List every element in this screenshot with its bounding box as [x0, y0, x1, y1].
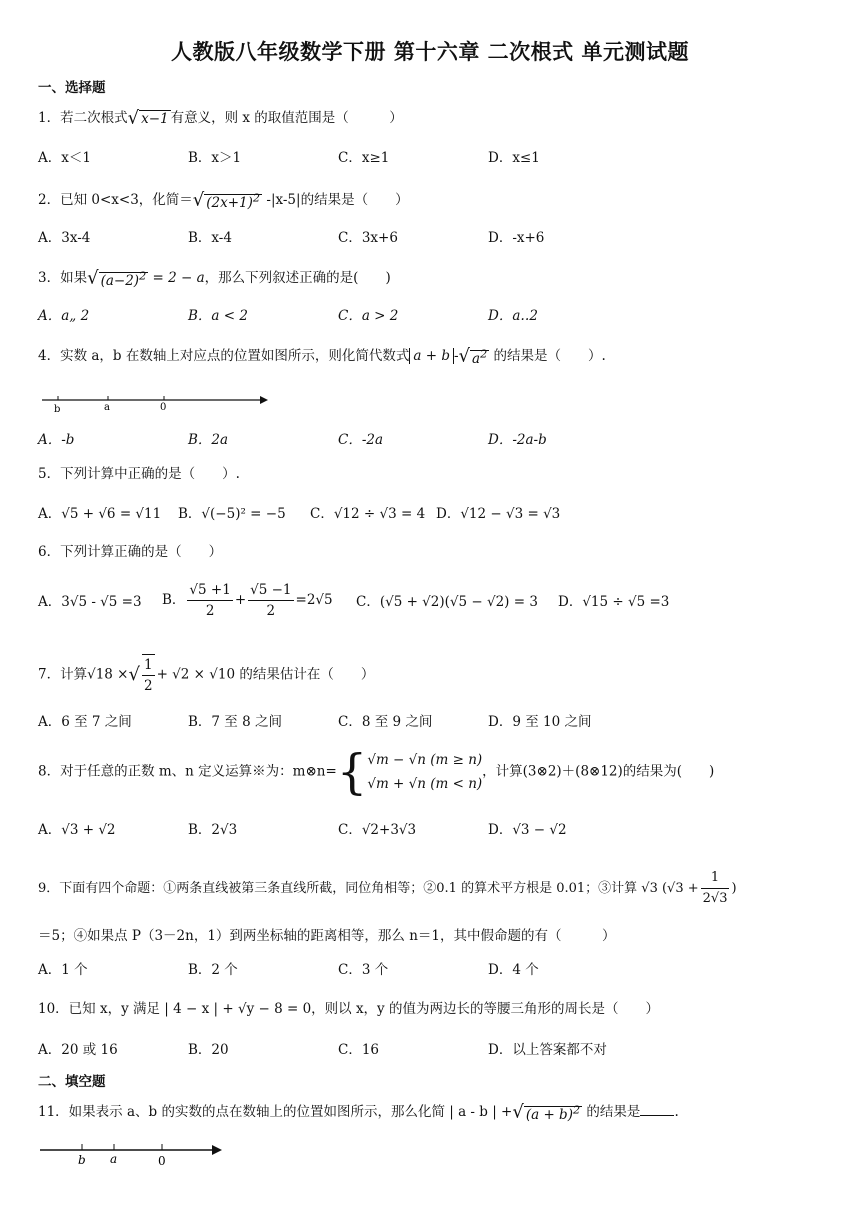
- q11-number-line: [38, 1140, 222, 1168]
- question-8: [38, 744, 840, 800]
- q3-radical: √ $(a-2)^2$: [87, 267, 147, 289]
- q7-expr2: + √2 × √10: [156, 666, 236, 683]
- q11-pre: 11．如果表示 a、b 的实数的点在数轴上的位置如图所示，那么化简 | a - b | +: [38, 1103, 513, 1120]
- q8-option-d[interactable]: D．√3 − √2: [488, 822, 567, 838]
- q4-radical: √ $a^2$: [458, 345, 488, 367]
- q1-post: 有意义，则 x 的取值范围是（ ）: [170, 110, 403, 126]
- section-fill: 二、填空题: [38, 1074, 106, 1090]
- q2-radicand: (2x+1): [206, 194, 253, 211]
- page-title: 人教版八年级数学下册 第十六章 二次根式 单元测试题: [171, 40, 689, 64]
- q11-exponent: 2: [572, 1103, 581, 1116]
- q3-option-c[interactable]: C．a > 2: [338, 308, 399, 324]
- q3-exponent: 2: [139, 269, 147, 282]
- q8-option-b[interactable]: B．2√3: [188, 822, 238, 838]
- q11-label-a: a: [110, 1152, 118, 1166]
- question-7: 7．计算√18 ×√ $\frac{1}{2}$ + √2 × √10 的结果估计在（ ）: [38, 654, 840, 694]
- q3-option-b[interactable]: B．a < 2: [188, 308, 248, 324]
- q3-radicand: (a−2): [100, 272, 140, 289]
- q6-frac1-den: 2: [205, 603, 215, 619]
- q6-option-d[interactable]: D．√15 ÷ √5 =3: [558, 594, 670, 610]
- q4-radicand: a: [472, 350, 481, 367]
- q2-option-c[interactable]: C．3x+6: [338, 230, 398, 246]
- q1-option-b[interactable]: B．x＞1: [188, 150, 242, 166]
- q11-post: 的结果是: [582, 1103, 641, 1120]
- q9-option-c[interactable]: C．3 个: [338, 962, 389, 978]
- q1-option-d[interactable]: D．x≤1: [488, 150, 540, 166]
- q9-option-a[interactable]: A．1 个: [38, 962, 88, 978]
- q4-dash: -: [453, 347, 459, 364]
- q4-option-c[interactable]: C．-2a: [338, 432, 384, 448]
- q3-option-d[interactable]: D．a‥2: [488, 308, 538, 324]
- question-10: 10．已知 x，y 满足 | 4 − x | + √y − 8 = 0，则以 x，y 的值为两边长的等腰三角形的周长是（ ）: [38, 1001, 659, 1017]
- q4-label-a: a: [104, 402, 110, 413]
- q9-option-b[interactable]: B．2 个: [188, 962, 238, 978]
- q6-option-c[interactable]: C．(√5 + √2)(√5 − √2) = 3: [356, 594, 538, 610]
- q6-frac2-den: 2: [266, 603, 276, 619]
- question-3: [38, 266, 840, 291]
- q6-option-b[interactable]: B． $\frac{√5 +1}{2}$ + $\frac{√5 -1}{2}$ =2√5: [162, 582, 333, 619]
- q7-frac-den: 2: [143, 678, 153, 694]
- q7-frac-num: 1: [142, 655, 155, 676]
- q8-option-a[interactable]: A．√3 + √2: [38, 822, 116, 838]
- q4-abs-expr: a + b: [409, 348, 454, 364]
- q8-brace: {: [336, 744, 368, 800]
- q4-label-0: 0: [160, 402, 167, 413]
- q5-option-a[interactable]: A．√5 + √6 = √11: [38, 506, 162, 522]
- q1-radicand: x−1: [141, 110, 169, 127]
- q11-radical: √ $(a + b)^2$: [512, 1101, 581, 1123]
- q9-line1: 9．下面有四个命题：①两条直线被第三条直线所截，同位角相等；②0.1 的算术平方根是 0.01；③计算 √3 (√3 +: [38, 881, 699, 896]
- q7-option-d[interactable]: D．9 至 10 之间: [488, 714, 592, 730]
- q11-answer-blank[interactable]: [640, 1101, 674, 1116]
- q8-post: ，计算(3⊗2)＋(8⊗12)的结果为( ): [482, 763, 715, 780]
- q7-option-c[interactable]: C．8 至 9 之间: [338, 714, 433, 730]
- q4-option-d[interactable]: D．-2a-b: [488, 432, 547, 448]
- q1-radical: √ x−1: [127, 107, 169, 129]
- q6-option-b-result: =2√5: [295, 592, 333, 608]
- question-11: [38, 1100, 840, 1125]
- q7-post: 的结果估计在（ ）: [235, 666, 375, 683]
- q10-option-a[interactable]: A．20 或 16: [38, 1042, 118, 1058]
- q5-option-c[interactable]: C．√12 ÷ √3 = 4: [310, 506, 426, 522]
- q11-end: .: [674, 1103, 679, 1120]
- q11-label-b: b: [78, 1153, 86, 1167]
- q8-cases: [367, 748, 482, 796]
- q4-exponent: 2: [480, 347, 488, 360]
- q7-expr1: √18 ×: [87, 666, 129, 683]
- q8-case-1: √m − √n (m ≥ n): [367, 752, 483, 768]
- q5-option-d[interactable]: D．√12 − √3 = √3: [436, 506, 561, 522]
- q2-option-d[interactable]: D．-x+6: [488, 230, 545, 246]
- q1-pre: 1．若二次根式: [38, 110, 128, 126]
- question-9-line-1: [38, 868, 840, 904]
- q6-frac2-num: √5 −1: [248, 580, 293, 601]
- q3-option-a[interactable]: A．a„ 2: [38, 308, 90, 324]
- q11-axis-arrow: [212, 1145, 222, 1155]
- q6-fraction-2: [248, 580, 293, 621]
- q2-option-b[interactable]: B．x-4: [188, 230, 232, 246]
- q5-option-b[interactable]: B．√(−5)² = −5: [178, 506, 286, 522]
- q10-option-d[interactable]: D．以上答案都不对: [488, 1042, 607, 1058]
- q9-fraction: [701, 868, 730, 909]
- q2-exponent: 2: [252, 191, 261, 204]
- q9-close: ): [731, 881, 737, 896]
- q11-radicand: (a + b): [525, 1106, 573, 1123]
- q7-option-a[interactable]: A．6 至 7 之间: [38, 714, 132, 730]
- question-6: 6．下列计算正确的是（ ）: [38, 544, 223, 560]
- question-4: [38, 344, 840, 369]
- q11-label-0: 0: [158, 1154, 166, 1168]
- q9-frac-num: 1: [701, 868, 730, 889]
- question-5: 5．下列计算中正确的是（ ）.: [38, 466, 240, 482]
- q2-radical: √ $(2x+1)^2$: [192, 189, 261, 211]
- q7-pre: 7．计算: [38, 666, 88, 683]
- q4-pre: 4．实数 a，b 在数轴上对应点的位置如图所示，则化简代数式: [38, 347, 410, 364]
- q4-number-line: [38, 390, 268, 416]
- q6-frac1-num: √5 +1: [187, 580, 232, 601]
- section-choice: 一、选择题: [38, 80, 106, 96]
- q1-option-a[interactable]: A．x＜1: [38, 150, 91, 166]
- q7-option-b[interactable]: B．7 至 8 之间: [188, 714, 282, 730]
- q9-frac-den: 2√3: [702, 891, 728, 906]
- q6-fraction-1: [187, 580, 232, 621]
- q4-axis-arrow: [260, 396, 268, 404]
- q2-option-a[interactable]: A．3x-4: [38, 230, 91, 246]
- q8-option-c[interactable]: C．√2+3√3: [338, 822, 417, 838]
- q3-post: ，那么下列叙述正确的是( ): [204, 269, 391, 286]
- q4-label-b: b: [54, 404, 61, 415]
- q10-option-c[interactable]: C．16: [338, 1042, 380, 1058]
- q10-option-b[interactable]: B．20: [188, 1042, 229, 1058]
- q2-pre: 2．已知 0<x<3，化简＝: [38, 191, 193, 208]
- q6-option-b-label: B．: [162, 592, 186, 608]
- q3-pre: 3．如果: [38, 269, 88, 286]
- q9-option-d[interactable]: D．4 个: [488, 962, 539, 978]
- q3-equation-rhs: = 2 − a: [148, 269, 205, 286]
- q6-option-a[interactable]: A．3√5 - √5 =3: [38, 594, 142, 610]
- q8-case-2: √m + √n (m < n): [367, 776, 483, 792]
- q1-option-c[interactable]: C．x≥1: [338, 150, 390, 166]
- q2-post: -|x-5|的结果是（ ）: [262, 191, 409, 208]
- q4-option-a[interactable]: A．-b: [38, 432, 75, 448]
- q4-post: 的结果是（ ）.: [489, 347, 606, 364]
- q4-option-b[interactable]: B．2a: [188, 432, 229, 448]
- question-9-line-2: ＝5；④如果点 P（3－2n，1）到两坐标轴的距离相等，那么 n＝1，其中假命题的有（ ）: [38, 928, 616, 944]
- question-1: [38, 108, 840, 129]
- q8-pre: 8．对于任意的正数 m、n 定义运算※为：m⊗n=: [38, 763, 337, 780]
- q7-fraction: [142, 654, 155, 696]
- question-2: [38, 188, 840, 213]
